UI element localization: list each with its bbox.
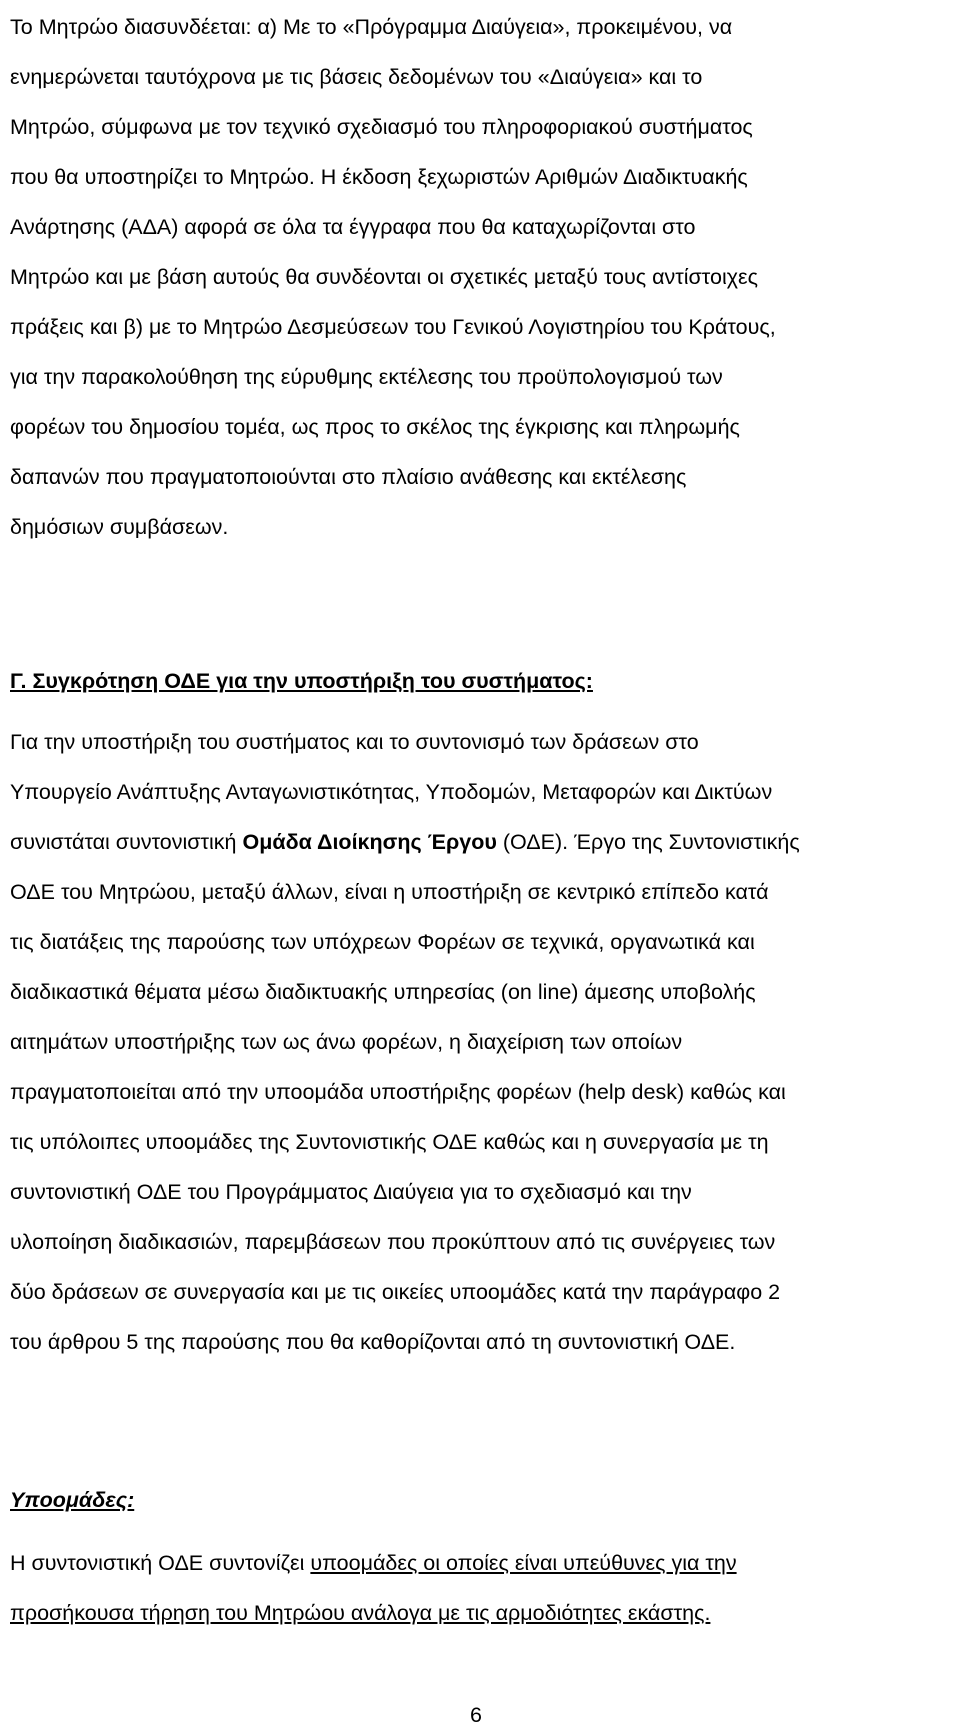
text-line: αιτημάτων υποστήριξης των ως άνω φορέων, η διαχείριση των οποίων bbox=[10, 1030, 683, 1054]
section-heading: Γ. Συγκρότηση ΟΔΕ για την υποστήριξη του συστήματος: bbox=[10, 669, 593, 693]
text-line: συντονιστική ΟΔΕ του Προγράμματος Διαύγεια για το σχεδιασμό και την bbox=[10, 1180, 692, 1204]
text-line: διαδικαστικά θέματα μέσω διαδικτυακής υπηρεσίας (on line) άμεσης υποβολής bbox=[10, 980, 756, 1004]
text-line-with-underline bbox=[10, 1538, 950, 1588]
text-line: που θα υποστηρίζει το Μητρώο. Η έκδοση ξεχωριστών Αριθμών Διαδικτυακής bbox=[10, 165, 748, 189]
text-line: Ανάρτησης (ΑΔΑ) αφορά σε όλα τα έγγραφα που θα καταχωρίζονται στο bbox=[10, 215, 696, 239]
text-run: Η συντονιστική ΟΔΕ συντονίζει bbox=[10, 1551, 311, 1575]
text-line: για την παρακολούθηση της εύρυθμης εκτέλεσης του προϋπολογισμού των bbox=[10, 365, 723, 389]
text-run: (ΟΔΕ). Έργο της Συντονιστικής bbox=[496, 830, 800, 854]
text-line: τις υπόλοιπες υποομάδες της Συντονιστικής ΟΔΕ καθώς και η συνεργασία με τη bbox=[10, 1130, 769, 1154]
text-line: ΟΔΕ του Μητρώου, μεταξύ άλλων, είναι η υποστήριξη σε κεντρικό επίπεδο κατά bbox=[10, 880, 769, 904]
subgroups-heading: Υποομάδες: bbox=[10, 1488, 135, 1512]
text-line: Το Μητρώο διασυνδέεται: α) Με το «Πρόγραμμα Διαύγεια», προκειμένου, να bbox=[10, 15, 733, 39]
text-line: δαπανών που πραγματοποιούνται στο πλαίσιο ανάθεσης και εκτέλεσης bbox=[10, 465, 687, 489]
text-line: δύο δράσεων σε συνεργασία και με τις οικείες υποομάδες κατά την παράγραφο 2 bbox=[10, 1280, 781, 1304]
text-line: υλοποίηση διαδικασιών, παρεμβάσεων που προκύπτουν από τις συνέργειες των bbox=[10, 1230, 776, 1254]
text-line: ενημερώνεται ταυτόχρονα με τις βάσεις δεδομένων του «Διαύγεια» και το bbox=[10, 65, 703, 89]
text-line: πραγματοποιείται από την υποομάδα υποστήριξης φορέων (help desk) καθώς και bbox=[10, 1080, 786, 1104]
text-line-with-emphasis bbox=[10, 817, 950, 867]
underlined-text: προσήκουσα τήρηση του Μητρώου ανάλογα με τις αρμοδιότητες εκάστης. bbox=[10, 1601, 711, 1625]
text-line: φορέων του δημοσίου τομέα, ως προς το σκέλος της έγκρισης και πληρωμής bbox=[10, 415, 740, 439]
page-number: 6 bbox=[470, 1703, 482, 1727]
paragraph-ode-composition bbox=[10, 717, 950, 1367]
text-line: του άρθρου 5 της παρούσης που θα καθορίζονται από τη συντονιστική ΟΔΕ. bbox=[10, 1330, 736, 1354]
text-line: δημόσιων συμβάσεων. bbox=[10, 515, 229, 539]
text-line: Για την υποστήριξη του συστήματος και το συντονισμό των δράσεων στο bbox=[10, 730, 699, 754]
subgroups-section bbox=[10, 1475, 950, 1525]
emphasis-team-name: Ομάδα Διοίκησης Έργου bbox=[242, 830, 497, 854]
text-line-underlined bbox=[10, 1588, 950, 1638]
text-line: Μητρώο και με βάση αυτούς θα συνδέονται οι σχετικές μεταξύ τους αντίστοιχες bbox=[10, 265, 758, 289]
paragraph-subgroups bbox=[10, 1538, 950, 1638]
underlined-text: υποομάδες οι οποίες είναι υπεύθυνες για την bbox=[310, 1551, 737, 1575]
paragraph-registry-interconnection bbox=[10, 2, 950, 552]
section-g bbox=[10, 656, 950, 706]
text-line: Μητρώο, σύμφωνα με τον τεχνικό σχεδιασμό του πληροφοριακού συστήματος bbox=[10, 115, 753, 139]
text-line: Υπουργείο Ανάπτυξης Ανταγωνιστικότητας, Υποδομών, Μεταφορών και Δικτύων bbox=[10, 780, 773, 804]
text-line: τις διατάξεις της παρούσης των υπόχρεων Φορέων σε τεχνικά, οργανωτικά και bbox=[10, 930, 755, 954]
text-run: συνιστάται συντονιστική bbox=[10, 830, 243, 854]
text-line: πράξεις και β) με το Μητρώο Δεσμεύσεων του Γενικού Λογιστηρίου του Κράτους, bbox=[10, 315, 776, 339]
